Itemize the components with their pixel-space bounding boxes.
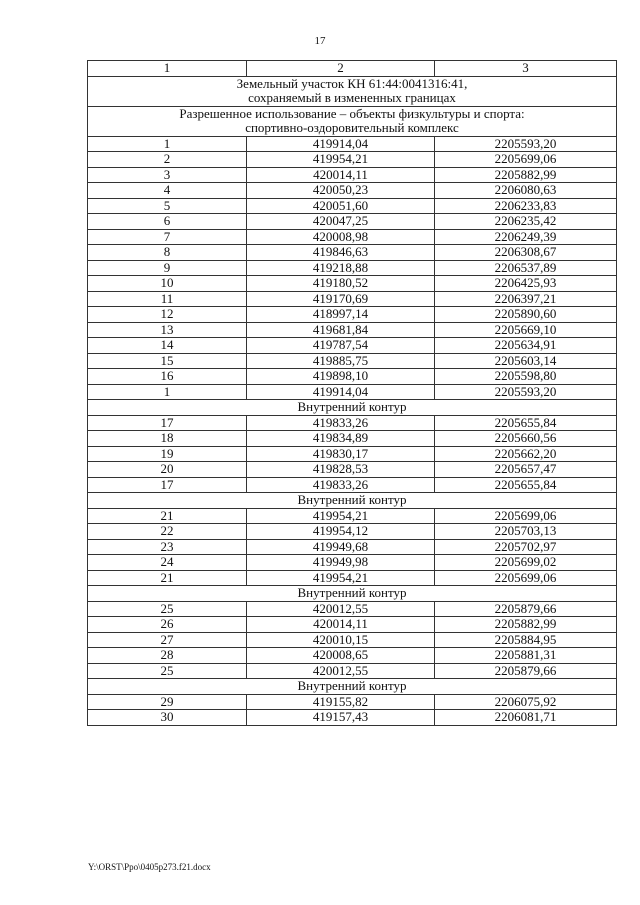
point-number: 19 <box>88 446 247 462</box>
section-title: Внутренний контур <box>88 679 617 695</box>
x-coordinate: 419914,04 <box>247 136 435 152</box>
table-row <box>88 446 617 462</box>
table-row <box>88 245 617 261</box>
x-coordinate: 420051,60 <box>247 198 435 214</box>
x-coordinate: 419954,21 <box>247 508 435 524</box>
point-number: 1 <box>88 384 247 400</box>
y-coordinate: 2205702,97 <box>435 539 617 555</box>
section-title-row <box>88 106 617 136</box>
point-number: 29 <box>88 694 247 710</box>
table-row <box>88 276 617 292</box>
point-number: 15 <box>88 353 247 369</box>
table-row <box>88 601 617 617</box>
table-row <box>88 663 617 679</box>
point-number: 6 <box>88 214 247 230</box>
point-number: 5 <box>88 198 247 214</box>
x-coordinate: 420014,11 <box>247 167 435 183</box>
x-coordinate: 420008,98 <box>247 229 435 245</box>
x-coordinate: 419954,12 <box>247 524 435 540</box>
coordinates-table <box>87 60 617 726</box>
table-row <box>88 307 617 323</box>
y-coordinate: 2205603,14 <box>435 353 617 369</box>
y-coordinate: 2205699,02 <box>435 555 617 571</box>
point-number: 25 <box>88 663 247 679</box>
y-coordinate: 2205884,95 <box>435 632 617 648</box>
point-number: 2 <box>88 152 247 168</box>
table-row <box>88 477 617 493</box>
table-row <box>88 710 617 726</box>
x-coordinate: 419830,17 <box>247 446 435 462</box>
section-title: Разрешенное использование – объекты физкультуры и спорта: спортивно-оздоровительный комплекс <box>88 106 617 136</box>
y-coordinate: 2205699,06 <box>435 570 617 586</box>
point-number: 21 <box>88 508 247 524</box>
x-coordinate: 420012,55 <box>247 663 435 679</box>
x-coordinate: 420050,23 <box>247 183 435 199</box>
table-row <box>88 198 617 214</box>
x-coordinate: 420012,55 <box>247 601 435 617</box>
section-title: Внутренний контур <box>88 493 617 509</box>
y-coordinate: 2205655,84 <box>435 477 617 493</box>
point-number: 13 <box>88 322 247 338</box>
y-coordinate: 2205881,31 <box>435 648 617 664</box>
point-number: 25 <box>88 601 247 617</box>
point-number: 10 <box>88 276 247 292</box>
x-coordinate: 419898,10 <box>247 369 435 385</box>
table-row <box>88 322 617 338</box>
point-number: 9 <box>88 260 247 276</box>
point-number: 30 <box>88 710 247 726</box>
y-coordinate: 2206537,89 <box>435 260 617 276</box>
y-coordinate: 2205882,99 <box>435 617 617 633</box>
y-coordinate: 2205882,99 <box>435 167 617 183</box>
table-row <box>88 648 617 664</box>
y-coordinate: 2205703,13 <box>435 524 617 540</box>
point-number: 8 <box>88 245 247 261</box>
point-number: 18 <box>88 431 247 447</box>
y-coordinate: 2205879,66 <box>435 601 617 617</box>
page-number: 17 <box>314 35 326 47</box>
y-coordinate: 2205699,06 <box>435 152 617 168</box>
column-number-1: 1 <box>88 61 247 77</box>
y-coordinate: 2205598,80 <box>435 369 617 385</box>
x-coordinate: 419833,26 <box>247 415 435 431</box>
column-number-2: 2 <box>247 61 435 77</box>
file-path-footer: Y:\ORST\Ppo\0405p273.f21.docx <box>88 862 211 872</box>
table-row <box>88 694 617 710</box>
y-coordinate: 2205699,06 <box>435 508 617 524</box>
point-number: 24 <box>88 555 247 571</box>
section-title-row <box>88 400 617 416</box>
x-coordinate: 419155,82 <box>247 694 435 710</box>
y-coordinate: 2206081,71 <box>435 710 617 726</box>
column-number-3: 3 <box>435 61 617 77</box>
table-row <box>88 570 617 586</box>
y-coordinate: 2206397,21 <box>435 291 617 307</box>
x-coordinate: 419157,43 <box>247 710 435 726</box>
table-row <box>88 260 617 276</box>
point-number: 26 <box>88 617 247 633</box>
y-coordinate: 2205593,20 <box>435 136 617 152</box>
y-coordinate: 2206233,83 <box>435 198 617 214</box>
x-coordinate: 419846,63 <box>247 245 435 261</box>
table-row <box>88 431 617 447</box>
table-row <box>88 152 617 168</box>
table-row <box>88 338 617 354</box>
table-row <box>88 229 617 245</box>
table-row <box>88 462 617 478</box>
y-coordinate: 2206425,93 <box>435 276 617 292</box>
y-coordinate: 2206249,39 <box>435 229 617 245</box>
point-number: 22 <box>88 524 247 540</box>
table-row <box>88 555 617 571</box>
x-coordinate: 419787,54 <box>247 338 435 354</box>
y-coordinate: 2205655,84 <box>435 415 617 431</box>
table-row <box>88 353 617 369</box>
point-number: 3 <box>88 167 247 183</box>
y-coordinate: 2205669,10 <box>435 322 617 338</box>
x-coordinate: 419949,98 <box>247 555 435 571</box>
point-number: 11 <box>88 291 247 307</box>
point-number: 17 <box>88 415 247 431</box>
table-row <box>88 214 617 230</box>
y-coordinate: 2206075,92 <box>435 694 617 710</box>
point-number: 23 <box>88 539 247 555</box>
point-number: 4 <box>88 183 247 199</box>
table-row <box>88 524 617 540</box>
x-coordinate: 419180,52 <box>247 276 435 292</box>
coordinates-table-body <box>88 61 617 726</box>
table-row <box>88 369 617 385</box>
table-row <box>88 167 617 183</box>
y-coordinate: 2205662,20 <box>435 446 617 462</box>
y-coordinate: 2206080,63 <box>435 183 617 199</box>
x-coordinate: 420008,65 <box>247 648 435 664</box>
y-coordinate: 2205657,47 <box>435 462 617 478</box>
y-coordinate: 2205660,56 <box>435 431 617 447</box>
x-coordinate: 420010,15 <box>247 632 435 648</box>
table-row <box>88 183 617 199</box>
x-coordinate: 419954,21 <box>247 570 435 586</box>
table-row <box>88 617 617 633</box>
point-number: 21 <box>88 570 247 586</box>
table-row <box>88 415 617 431</box>
x-coordinate: 419914,04 <box>247 384 435 400</box>
table-row <box>88 136 617 152</box>
point-number: 17 <box>88 477 247 493</box>
x-coordinate: 420047,25 <box>247 214 435 230</box>
x-coordinate: 419218,88 <box>247 260 435 276</box>
x-coordinate: 419834,89 <box>247 431 435 447</box>
section-title: Земельный участок КН 61:44:0041316:41, сохраняемый в измененных границах <box>88 76 617 106</box>
point-number: 12 <box>88 307 247 323</box>
point-number: 16 <box>88 369 247 385</box>
x-coordinate: 419833,26 <box>247 477 435 493</box>
section-title-row <box>88 679 617 695</box>
table-row <box>88 384 617 400</box>
table-row <box>88 539 617 555</box>
x-coordinate: 419885,75 <box>247 353 435 369</box>
y-coordinate: 2206308,67 <box>435 245 617 261</box>
section-title-row <box>88 76 617 106</box>
table-row <box>88 291 617 307</box>
x-coordinate: 419954,21 <box>247 152 435 168</box>
y-coordinate: 2205593,20 <box>435 384 617 400</box>
x-coordinate: 418997,14 <box>247 307 435 323</box>
column-number-row <box>88 61 617 77</box>
point-number: 27 <box>88 632 247 648</box>
y-coordinate: 2205634,91 <box>435 338 617 354</box>
y-coordinate: 2205890,60 <box>435 307 617 323</box>
table-row <box>88 508 617 524</box>
table-row <box>88 632 617 648</box>
x-coordinate: 420014,11 <box>247 617 435 633</box>
x-coordinate: 419170,69 <box>247 291 435 307</box>
point-number: 14 <box>88 338 247 354</box>
x-coordinate: 419828,53 <box>247 462 435 478</box>
point-number: 1 <box>88 136 247 152</box>
point-number: 7 <box>88 229 247 245</box>
point-number: 28 <box>88 648 247 664</box>
section-title: Внутренний контур <box>88 586 617 602</box>
section-title: Внутренний контур <box>88 400 617 416</box>
section-title-row <box>88 493 617 509</box>
point-number: 20 <box>88 462 247 478</box>
y-coordinate: 2205879,66 <box>435 663 617 679</box>
x-coordinate: 419681,84 <box>247 322 435 338</box>
y-coordinate: 2206235,42 <box>435 214 617 230</box>
section-title-row <box>88 586 617 602</box>
x-coordinate: 419949,68 <box>247 539 435 555</box>
